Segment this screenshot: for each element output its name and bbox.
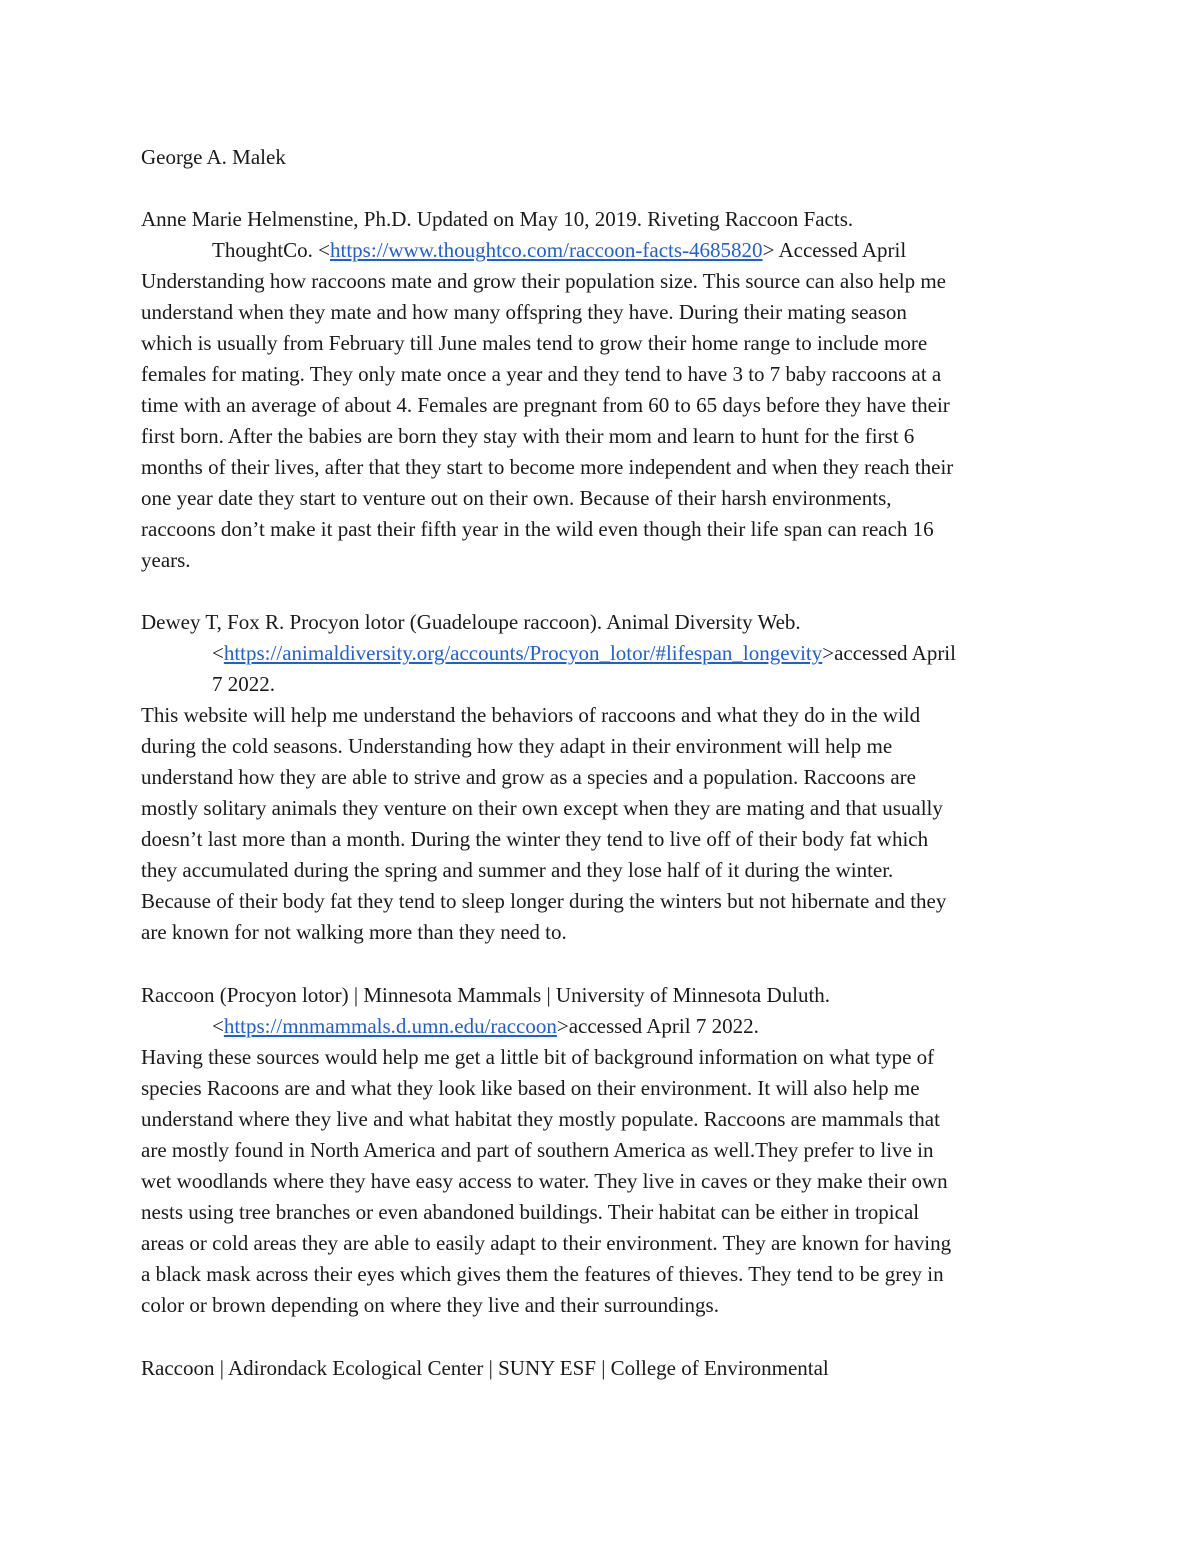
citation-2-link[interactable]: https://animaldiversity.org/accounts/Procyon_lotor/#lifespan_longevity (223, 641, 823, 665)
annotation-3-line: understand where they live and what habitat they mostly populate. Raccoons are mammals that (141, 1107, 940, 1131)
annotation-1-line: understand when they mate and how many offspring they have. During their mating season (141, 300, 907, 324)
citation-2-line-1: Dewey T, Fox R. Procyon lotor (Guadeloupe raccoon). Animal Diversity Web. (141, 610, 801, 634)
annotation-2-line: are known for not walking more than they need to. (141, 920, 567, 944)
annotation-2-line: understand how they are able to strive and grow as a species and a population. Raccoons are (141, 765, 916, 789)
annotation-1-line: years. (141, 548, 191, 572)
citation-3-line-1: Raccoon (Procyon lotor) | Minnesota Mammals | University of Minnesota Duluth. (141, 983, 831, 1007)
citation-2-line-2: <https://animaldiversity.org/accounts/Procyon_lotor/#lifespan_longevity>accessed April (212, 641, 956, 665)
annotation-3-line: wet woodlands where they have easy access to water. They live in caves or they make their own (141, 1169, 948, 1193)
annotation-2-line: mostly solitary animals they venture on their own except when they are mating and that usually (141, 796, 943, 820)
annotation-2-line: Because of their body fat they tend to sleep longer during the winters but not hibernate and they (141, 889, 947, 913)
citation-3-line-2: <https://mnmammals.d.umn.edu/raccoon>accessed April 7 2022. (212, 1014, 759, 1038)
annotation-1-line: females for mating. They only mate once a year and they tend to have 3 to 7 baby raccoons at a (141, 362, 942, 386)
annotation-1-line: one year date they start to venture out on their own. Because of their harsh environments, (141, 486, 892, 510)
annotation-3-line: species Racoons are and what they look like based on their environment. It will also help me (141, 1076, 920, 1100)
author-name: George A. Malek (141, 145, 286, 169)
citation-4-line-1: Raccoon | Adirondack Ecological Center | SUNY ESF | College of Environmental (141, 1356, 829, 1380)
annotation-3-line: Having these sources would help me get a little bit of background information on what type of (141, 1045, 935, 1069)
annotation-3-line: are mostly found in North America and part of southern America as well.They prefer to live in (141, 1138, 934, 1162)
annotation-2-line: during the cold seasons. Understanding how they adapt in their environment will help me (141, 734, 893, 758)
citation-1-line-1: Anne Marie Helmenstine, Ph.D. Updated on May 10, 2019. Riveting Raccoon Facts. (141, 207, 854, 231)
citation-3-link[interactable]: https://mnmammals.d.umn.edu/raccoon (223, 1014, 557, 1038)
citation-1-link[interactable]: https://www.thoughtco.com/raccoon-facts-4685820 (330, 238, 763, 262)
annotation-1-line: months of their lives, after that they start to become more independent and when they reach their (141, 455, 954, 479)
annotation-2-line: they accumulated during the spring and summer and they lose half of it during the winter. (141, 858, 894, 882)
annotation-1-line: time with an average of about 4. Females are pregnant from 60 to 65 days before they have their (141, 393, 950, 417)
annotation-1-line: first born. After the babies are born they stay with their mom and learn to hunt for the first 6 (141, 424, 915, 448)
annotation-2-line: doesn’t last more than a month. During the winter they tend to live off of their body fat which (141, 827, 929, 851)
annotation-2-line: This website will help me understand the behaviors of raccoons and what they do in the wild (141, 703, 921, 727)
annotation-1-line: which is usually from February till June males tend to grow their home range to include more (141, 331, 928, 355)
annotation-3-line: areas or cold areas they are able to easily adapt to their environment. They are known for having (141, 1231, 952, 1255)
annotation-1-line: raccoons don’t make it past their fifth year in the wild even though their life span can reach 16 (141, 517, 934, 541)
citation-1-line-2: ThoughtCo. <https://www.thoughtco.com/raccoon-facts-4685820> Accessed April (212, 238, 907, 262)
annotation-3-line: color or brown depending on where they live and their surroundings. (141, 1293, 719, 1317)
citation-2-line-3: 7 2022. (212, 672, 275, 696)
annotation-3-line: nests using tree branches or even abandoned buildings. Their habitat can be either in tropical (141, 1200, 920, 1224)
annotation-1-line: Understanding how raccoons mate and grow their population size. This source can also help me (141, 269, 946, 293)
annotation-3-line: a black mask across their eyes which gives them the features of thieves. They tend to be grey in (141, 1262, 944, 1286)
